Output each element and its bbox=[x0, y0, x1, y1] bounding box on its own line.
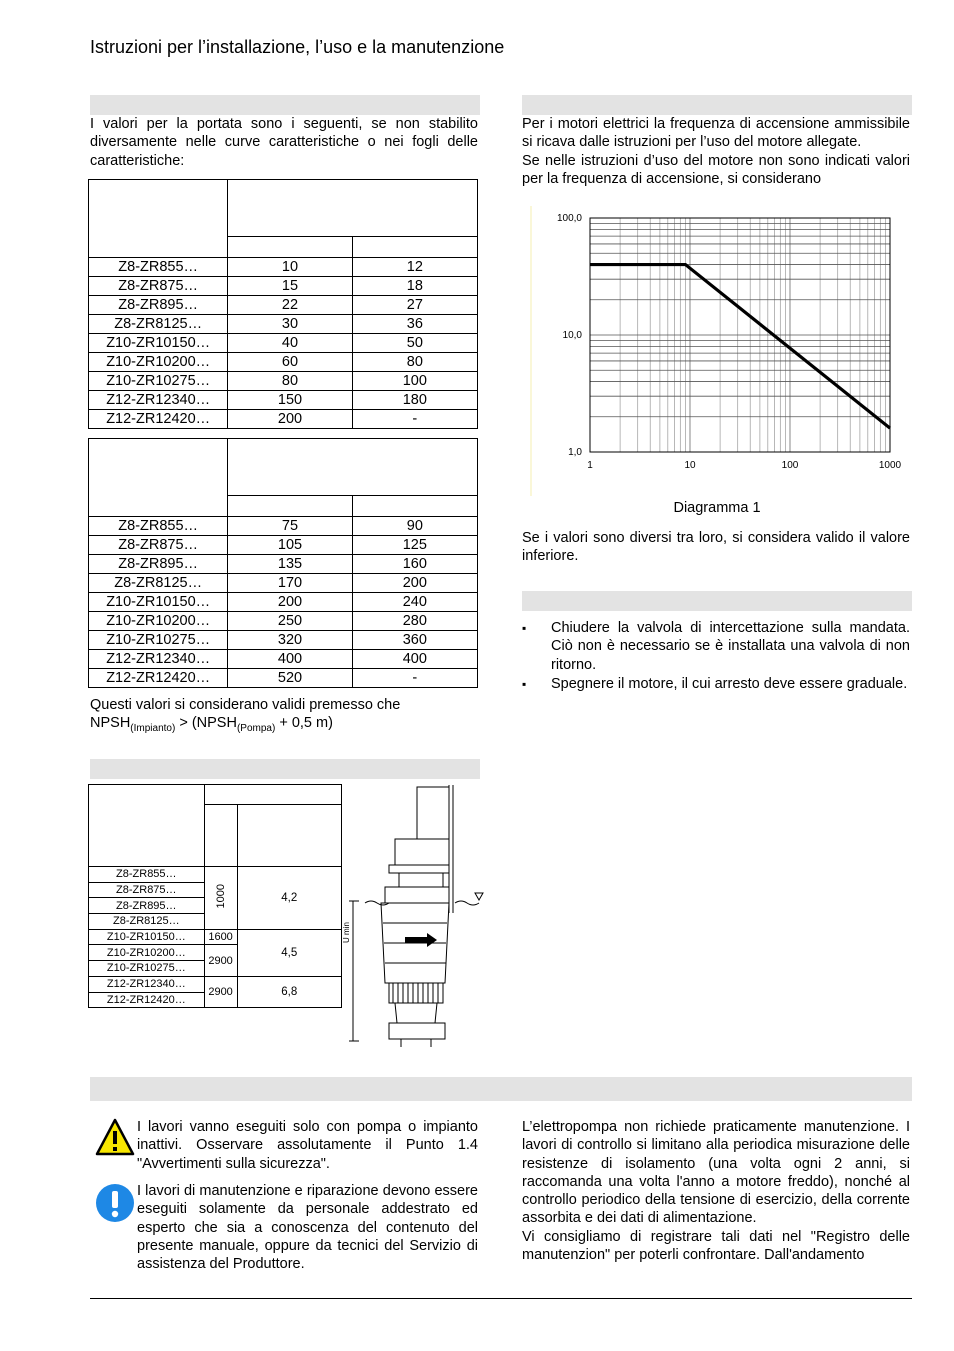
value-cell: 40 bbox=[228, 334, 352, 353]
flow-intro-paragraph bbox=[90, 115, 478, 170]
value-cell: 100 bbox=[352, 372, 477, 391]
value-cell: 18 bbox=[352, 277, 477, 296]
table-row bbox=[89, 277, 478, 296]
chart-x-tick-label: 1 bbox=[587, 460, 593, 471]
info-text: I lavori di manutenzione e riparazione devono essere eseguiti solamente da personale addestrato ed esperto che sia a conoscenza del contenuto del presente manuale, oppure da tecnici del Servizio di assistenza del Produttore. bbox=[137, 1183, 478, 1273]
chart-y-tick-label: 10,0 bbox=[562, 330, 582, 341]
value-cell: 27 bbox=[352, 296, 477, 315]
flow-table-2 bbox=[88, 438, 478, 688]
section-header-bar-maintenance bbox=[90, 1077, 912, 1101]
table-row bbox=[89, 555, 478, 574]
diagram-caption: Diagramma 1 bbox=[673, 500, 761, 516]
value-cell: 150 bbox=[228, 391, 352, 410]
table-header-cell bbox=[89, 439, 228, 517]
model-cell: Z12-ZR12420… bbox=[89, 410, 228, 429]
table-header-cell bbox=[352, 237, 477, 258]
value-cell: 240 bbox=[352, 593, 477, 612]
value-cell: 520 bbox=[228, 669, 352, 688]
value-cell: 36 bbox=[352, 315, 477, 334]
value-cell: 250 bbox=[228, 612, 352, 631]
table-header-cell bbox=[204, 805, 237, 867]
value-cell: 400 bbox=[352, 650, 477, 669]
speed-cell: 2900 bbox=[204, 945, 237, 976]
table-header-cell bbox=[228, 237, 352, 258]
model-cell: Z8-ZR855… bbox=[89, 258, 228, 277]
maintenance-text-2: Vi consigliamo di registrare tali dati nel "Registro delle manutenzion" per poterli confrontare. Dall'andamento bbox=[522, 1228, 910, 1264]
value-cell: 60 bbox=[228, 353, 352, 372]
model-cell: Z10-ZR10200… bbox=[89, 353, 228, 372]
model-cell: Z12-ZR12340… bbox=[89, 650, 228, 669]
chart-x-tick-label: 100 bbox=[781, 460, 799, 471]
npsh-sub-pompa: (Pompa) bbox=[236, 723, 276, 735]
model-cell: Z10-ZR10275… bbox=[89, 961, 205, 977]
pump-drawing bbox=[342, 783, 490, 1053]
list-item: ▪ Spegnere il motore, il cui arresto deve essere graduale. bbox=[522, 675, 910, 693]
table-header-cell bbox=[228, 496, 352, 517]
lower-value-paragraph bbox=[522, 529, 910, 566]
npsh-mid: > (NPSH bbox=[175, 715, 237, 732]
table-row bbox=[89, 867, 342, 883]
depth-table bbox=[88, 784, 342, 1008]
table-header-cell bbox=[228, 439, 478, 496]
chart-x-tick-label: 10 bbox=[684, 460, 696, 471]
table-row bbox=[89, 353, 478, 372]
value-cell: 200 bbox=[228, 410, 352, 429]
model-cell: Z10-ZR10150… bbox=[89, 593, 228, 612]
model-cell: Z12-ZR12420… bbox=[89, 669, 228, 688]
model-cell: Z8-ZR875… bbox=[89, 536, 228, 555]
table-row bbox=[89, 669, 478, 688]
model-cell: Z8-ZR895… bbox=[89, 555, 228, 574]
model-cell: Z8-ZR895… bbox=[89, 898, 205, 914]
warning-icon bbox=[95, 1117, 135, 1157]
value-cell: 22 bbox=[228, 296, 352, 315]
model-cell: Z10-ZR10200… bbox=[89, 612, 228, 631]
model-cell: Z12-ZR12340… bbox=[89, 391, 228, 410]
table-row bbox=[89, 574, 478, 593]
value-cell: - bbox=[352, 669, 477, 688]
table-row bbox=[89, 929, 342, 945]
table-header-cell bbox=[237, 805, 341, 867]
shutdown-list bbox=[522, 619, 910, 694]
chart-y-tick-label: 100,0 bbox=[556, 213, 582, 224]
value-cell: 30 bbox=[228, 315, 352, 334]
flow-table-1 bbox=[88, 179, 478, 429]
maintenance-paragraph bbox=[522, 1118, 910, 1264]
value-cell: 80 bbox=[228, 372, 352, 391]
model-cell: Z12-ZR12420… bbox=[89, 992, 205, 1008]
value-cell: 4,2 bbox=[237, 867, 341, 930]
model-cell: Z8-ZR8125… bbox=[89, 315, 228, 334]
model-cell: Z10-ZR10275… bbox=[89, 372, 228, 391]
section-header-bar-starts bbox=[522, 95, 912, 115]
table-header-cell bbox=[352, 496, 477, 517]
model-cell: Z8-ZR8125… bbox=[89, 914, 205, 930]
value-cell: 90 bbox=[352, 517, 477, 536]
speed-cell bbox=[204, 867, 237, 930]
section-header-bar-depth bbox=[90, 759, 480, 779]
value-cell: 170 bbox=[228, 574, 352, 593]
value-cell: 320 bbox=[228, 631, 352, 650]
table-row bbox=[89, 315, 478, 334]
table-header-row bbox=[89, 180, 478, 237]
table-header-row bbox=[89, 785, 342, 805]
table-row bbox=[89, 372, 478, 391]
model-cell: Z8-ZR855… bbox=[89, 517, 228, 536]
value-cell: 135 bbox=[228, 555, 352, 574]
value-cell: 400 bbox=[228, 650, 352, 669]
lower-value-text: Se i valori sono diversi tra loro, si considera valido il valore inferiore. bbox=[522, 530, 910, 565]
value-cell: 125 bbox=[352, 536, 477, 555]
table-header-row bbox=[89, 439, 478, 496]
npsh-sub-impianto: (Impianto) bbox=[130, 723, 176, 735]
starts-text-2: Se nelle istruzioni d’uso del motore non sono indicati valori per la frequenza di accensione, si considerano bbox=[522, 152, 910, 187]
model-cell: Z10-ZR10275… bbox=[89, 631, 228, 650]
table-row bbox=[89, 410, 478, 429]
starts-text-1: Per i motori elettrici la frequenza di accensione ammissibile si ricava dalle istruzioni per l’uso del motore allegate. bbox=[522, 116, 910, 151]
speed-cell: 1600 bbox=[204, 929, 237, 945]
u-min-label: U min bbox=[342, 922, 351, 943]
model-cell: Z8-ZR875… bbox=[89, 277, 228, 296]
speed-1000: 1000 bbox=[214, 883, 227, 909]
table-row bbox=[89, 391, 478, 410]
document-title: Istruzioni per l’installazione, l’uso e la manutenzione bbox=[90, 37, 505, 57]
warning-text: I lavori vanno eseguiti solo con pompa o impianto inattivi. Osservare assolutamente il Punto 1.4 "Avvertimenti sulla sicurezza". bbox=[137, 1119, 478, 1172]
value-cell: 15 bbox=[228, 277, 352, 296]
table-row bbox=[89, 536, 478, 555]
chart-x-tick-label: 1000 bbox=[878, 460, 902, 471]
npsh-label: NPSH bbox=[90, 715, 131, 732]
value-cell: 12 bbox=[352, 258, 477, 277]
table-row bbox=[89, 334, 478, 353]
value-cell: 4,5 bbox=[237, 929, 341, 976]
model-cell: Z10-ZR10150… bbox=[89, 334, 228, 353]
model-cell: Z10-ZR10200… bbox=[89, 945, 205, 961]
warning-paragraph bbox=[137, 1118, 478, 1173]
table-row bbox=[89, 593, 478, 612]
value-cell: 160 bbox=[352, 555, 477, 574]
value-cell: 180 bbox=[352, 391, 477, 410]
model-cell: Z8-ZR895… bbox=[89, 296, 228, 315]
table-header-cell bbox=[89, 180, 228, 258]
npsh-note bbox=[90, 696, 478, 738]
value-cell: 50 bbox=[352, 334, 477, 353]
table-row bbox=[89, 631, 478, 650]
value-cell: 105 bbox=[228, 536, 352, 555]
value-cell: 280 bbox=[352, 612, 477, 631]
table-row bbox=[89, 296, 478, 315]
section-header-bar-shutdown bbox=[522, 591, 912, 611]
value-cell: - bbox=[352, 410, 477, 429]
value-cell: 75 bbox=[228, 517, 352, 536]
model-cell: Z12-ZR12340… bbox=[89, 976, 205, 992]
table-row bbox=[89, 650, 478, 669]
table-header-cell bbox=[204, 785, 341, 805]
speed-cell: 2900 bbox=[204, 976, 237, 1007]
footer-rule bbox=[90, 1298, 912, 1299]
list-item: ▪ Chiudere la valvola di intercettazione sulla mandata. Ciò non è necessario se è installata una valvola di non ritorno. bbox=[522, 619, 910, 674]
table-header-cell bbox=[89, 785, 205, 867]
value-cell: 6,8 bbox=[237, 976, 341, 1007]
value-cell: 80 bbox=[352, 353, 477, 372]
value-cell: 200 bbox=[352, 574, 477, 593]
table-row bbox=[89, 258, 478, 277]
table-header-cell bbox=[228, 180, 478, 237]
flow-intro-text: I valori per la portata sono i seguenti, se non stabilito diversamente nelle curve caratteristiche o nei fogli delle caratteristiche: bbox=[90, 116, 478, 169]
value-cell: 360 bbox=[352, 631, 477, 650]
npsh-end: + 0,5 m) bbox=[275, 715, 333, 732]
model-cell: Z8-ZR8125… bbox=[89, 574, 228, 593]
chart-y-tick-label: 1,0 bbox=[568, 447, 582, 458]
info-icon bbox=[95, 1183, 135, 1223]
maintenance-text-1: L’elettropompa non richiede praticamente manutenzione. I lavori di controllo si limitano alla periodica misurazione delle resistenze di isolamento (una volta ogni 2 anni, si raccomanda una volta l'anno a motore freddo), nonché al controllo periodico della tensione di esercizio, della corrente assorbita e dei dati di alimentazione. bbox=[522, 1119, 910, 1227]
starts-paragraph bbox=[522, 115, 910, 188]
npsh-note-text: Questi valori si considerano validi premesso che bbox=[90, 697, 401, 713]
value-cell: 10 bbox=[228, 258, 352, 277]
section-header-bar-flow bbox=[90, 95, 480, 115]
start-frequency-chart bbox=[528, 206, 912, 496]
model-cell: Z8-ZR855… bbox=[89, 867, 205, 883]
value-cell: 200 bbox=[228, 593, 352, 612]
table-row bbox=[89, 976, 342, 992]
model-cell: Z10-ZR10150… bbox=[89, 929, 205, 945]
info-paragraph bbox=[137, 1182, 478, 1273]
table-row bbox=[89, 612, 478, 631]
table-row bbox=[89, 517, 478, 536]
model-cell: Z8-ZR875… bbox=[89, 882, 205, 898]
